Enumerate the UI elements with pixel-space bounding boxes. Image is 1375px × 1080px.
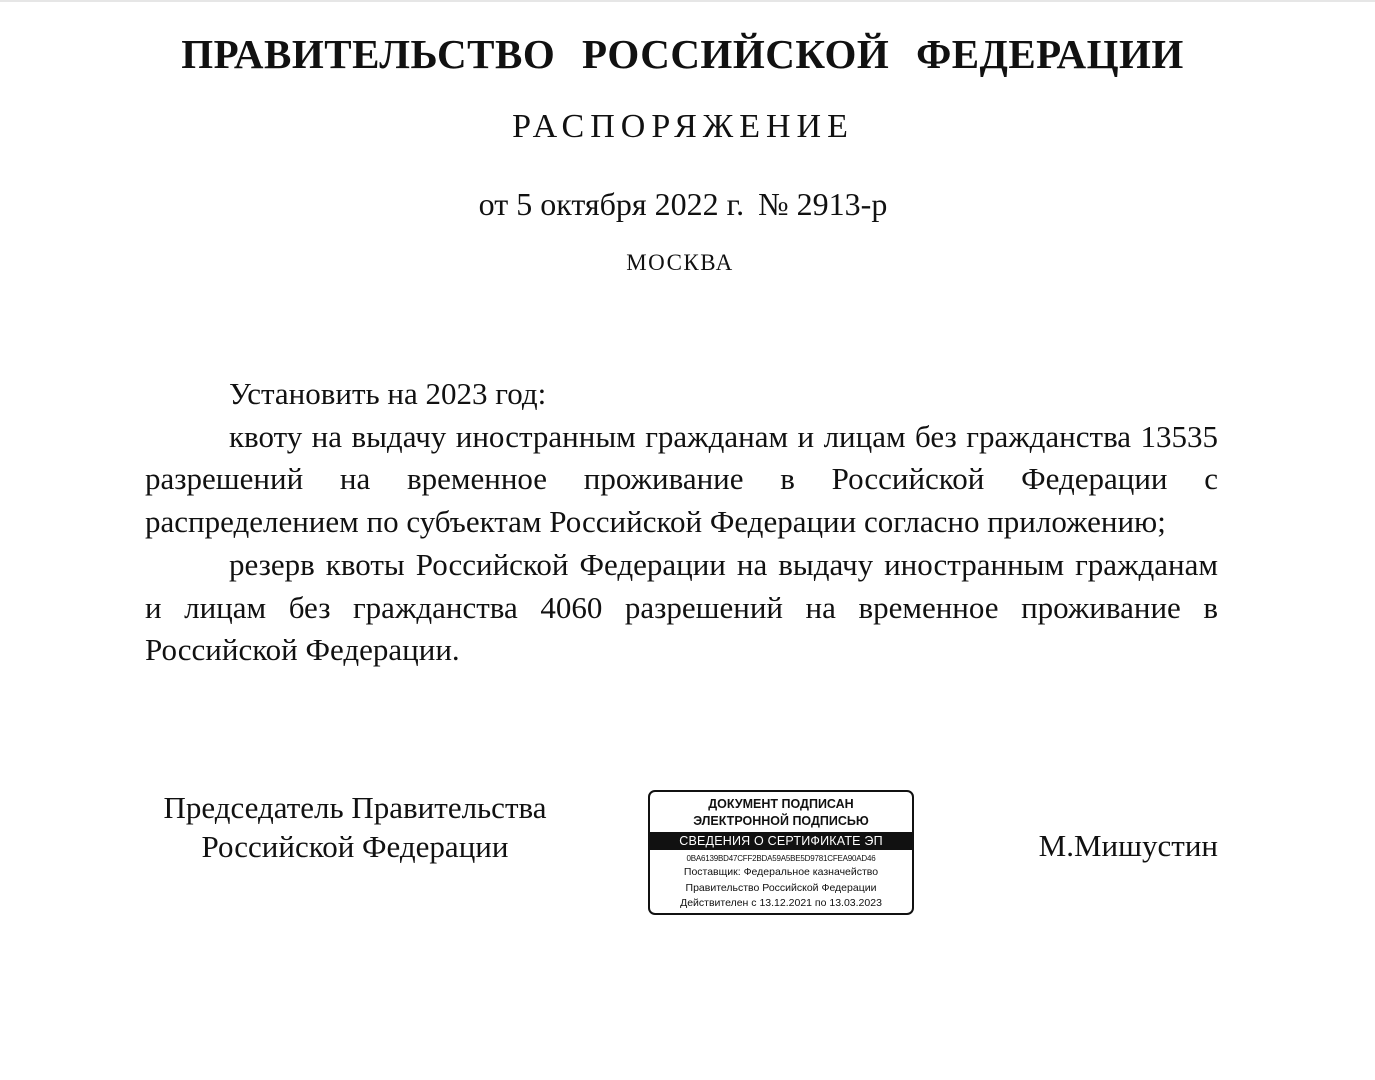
government-title-word: РОССИЙСКОЙ xyxy=(582,31,890,77)
body-item-reserve: резерв квоты Российской Федерации на выдачу иностранным гражданам и лицам без гражданства 4060 разрешений на временное проживание в Российской Федерации. xyxy=(145,546,1218,668)
stamp-heading-line: ЭЛЕКТРОННОЙ ПОДПИСЬЮ xyxy=(693,814,869,828)
stamp-certificate-bar: СВЕДЕНИЯ О СЕРТИФИКАТЕ ЭП xyxy=(650,832,912,850)
document-date-line xyxy=(0,186,1366,223)
stamp-owner: Правительство Российской Федерации xyxy=(685,881,877,894)
page-top-edge xyxy=(0,0,1375,2)
signatory-position-line: Российской Федерации xyxy=(201,829,509,864)
document-number: № 2913-р xyxy=(758,186,888,222)
signatory-position xyxy=(148,788,562,866)
stamp-heading xyxy=(650,796,912,830)
electronic-signature-stamp xyxy=(648,790,914,915)
stamp-heading-line: ДОКУМЕНТ ПОДПИСАН xyxy=(708,797,854,811)
body-intro: Установить на 2023 год: xyxy=(229,376,547,411)
signatory-position-line: Председатель Правительства xyxy=(163,790,547,825)
stamp-serial-number: 0BA6139BD47CFF2BDA59A5BE5D9781CFEA90AD46 xyxy=(686,854,876,863)
document-city: МОСКВА xyxy=(626,250,734,275)
document-type: РАСПОРЯЖЕНИЕ xyxy=(512,108,854,145)
document-date: от 5 октября 2022 г. xyxy=(478,186,745,222)
document-body xyxy=(145,373,1218,672)
stamp-validity: Действителен с 13.12.2021 по 13.03.2023 xyxy=(680,897,882,909)
signatory-name: М.Мишустин xyxy=(1038,828,1218,863)
government-title-word: ПРАВИТЕЛЬСТВО xyxy=(181,31,556,77)
government-title xyxy=(0,30,1365,78)
body-item-quota: квоту на выдачу иностранным гражданам и лицам без гражданства 13535 разрешений на временное проживание в Российской Федерации с распределением по субъектам Российской Федерации согласно приложению; xyxy=(145,418,1218,540)
government-title-word: ФЕДЕРАЦИИ xyxy=(916,31,1184,77)
stamp-provider: Поставщик: Федеральное казначейство xyxy=(683,866,879,878)
